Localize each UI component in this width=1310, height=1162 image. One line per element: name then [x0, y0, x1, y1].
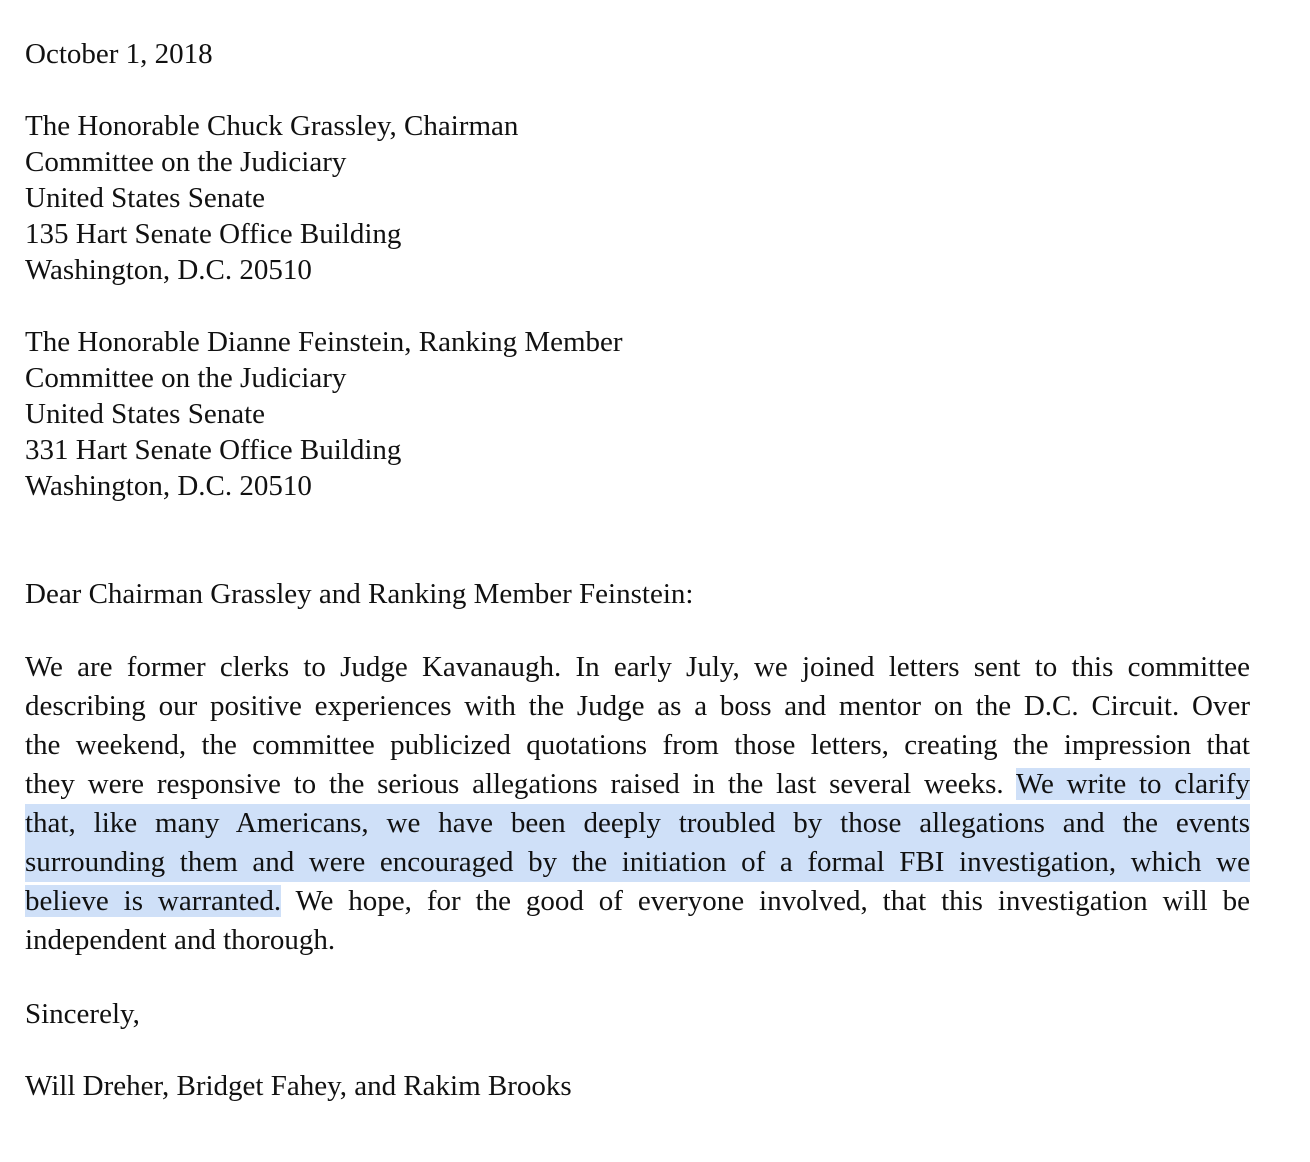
highlighted-text[interactable]: believe is warranted.	[25, 885, 282, 917]
signature: Will Dreher, Bridget Fahey, and Rakim Brooks	[25, 1070, 572, 1102]
address-line: Committee on the Judiciary	[25, 362, 347, 394]
body-line: We are former clerks to Judge Kavanaugh. In early July, we joined letters sent to this committee	[25, 651, 1250, 683]
body-text: they were responsive to the serious allegations raised in the last several weeks.	[25, 768, 1016, 800]
body-line	[25, 882, 1250, 921]
address-line: The Honorable Dianne Feinstein, Ranking Member	[25, 326, 623, 358]
address-line: United States Senate	[25, 182, 266, 214]
address-line: Committee on the Judiciary	[25, 146, 347, 178]
body-text: We hope, for the good of everyone involved, that this investigation will be	[281, 885, 1250, 917]
salutation: Dear Chairman Grassley and Ranking Member Feinstein:	[25, 578, 694, 610]
address-line: Washington, D.C. 20510	[25, 470, 312, 502]
recipient-address-feinstein	[25, 324, 1250, 504]
body-line: the weekend, the committee publicized quotations from those letters, creating the impression that	[25, 729, 1250, 761]
address-line: 135 Hart Senate Office Building	[25, 218, 402, 250]
closing: Sincerely,	[25, 998, 140, 1030]
address-line: Washington, D.C. 20510	[25, 254, 312, 286]
highlighted-text[interactable]: We write to clarify	[1015, 768, 1250, 800]
address-line: 331 Hart Senate Office Building	[25, 434, 402, 466]
address-line: The Honorable Chuck Grassley, Chairman	[25, 110, 519, 142]
letter-date: October 1, 2018	[25, 38, 213, 70]
body-paragraph	[25, 648, 1250, 960]
recipient-address-grassley	[25, 108, 1250, 288]
body-line: describing our positive experiences with the Judge as a boss and mentor on the D.C. Circuit. Over	[25, 690, 1250, 722]
highlighted-line[interactable]: surrounding them and were encouraged by the initiation of a formal FBI investigation, which we	[25, 843, 1250, 882]
letter-document	[25, 36, 1250, 1104]
body-line	[25, 765, 1250, 804]
highlighted-line[interactable]: that, like many Americans, we have been deeply troubled by those allegations and the events	[25, 804, 1250, 843]
address-line: United States Senate	[25, 398, 266, 430]
body-line: independent and thorough.	[25, 924, 336, 956]
